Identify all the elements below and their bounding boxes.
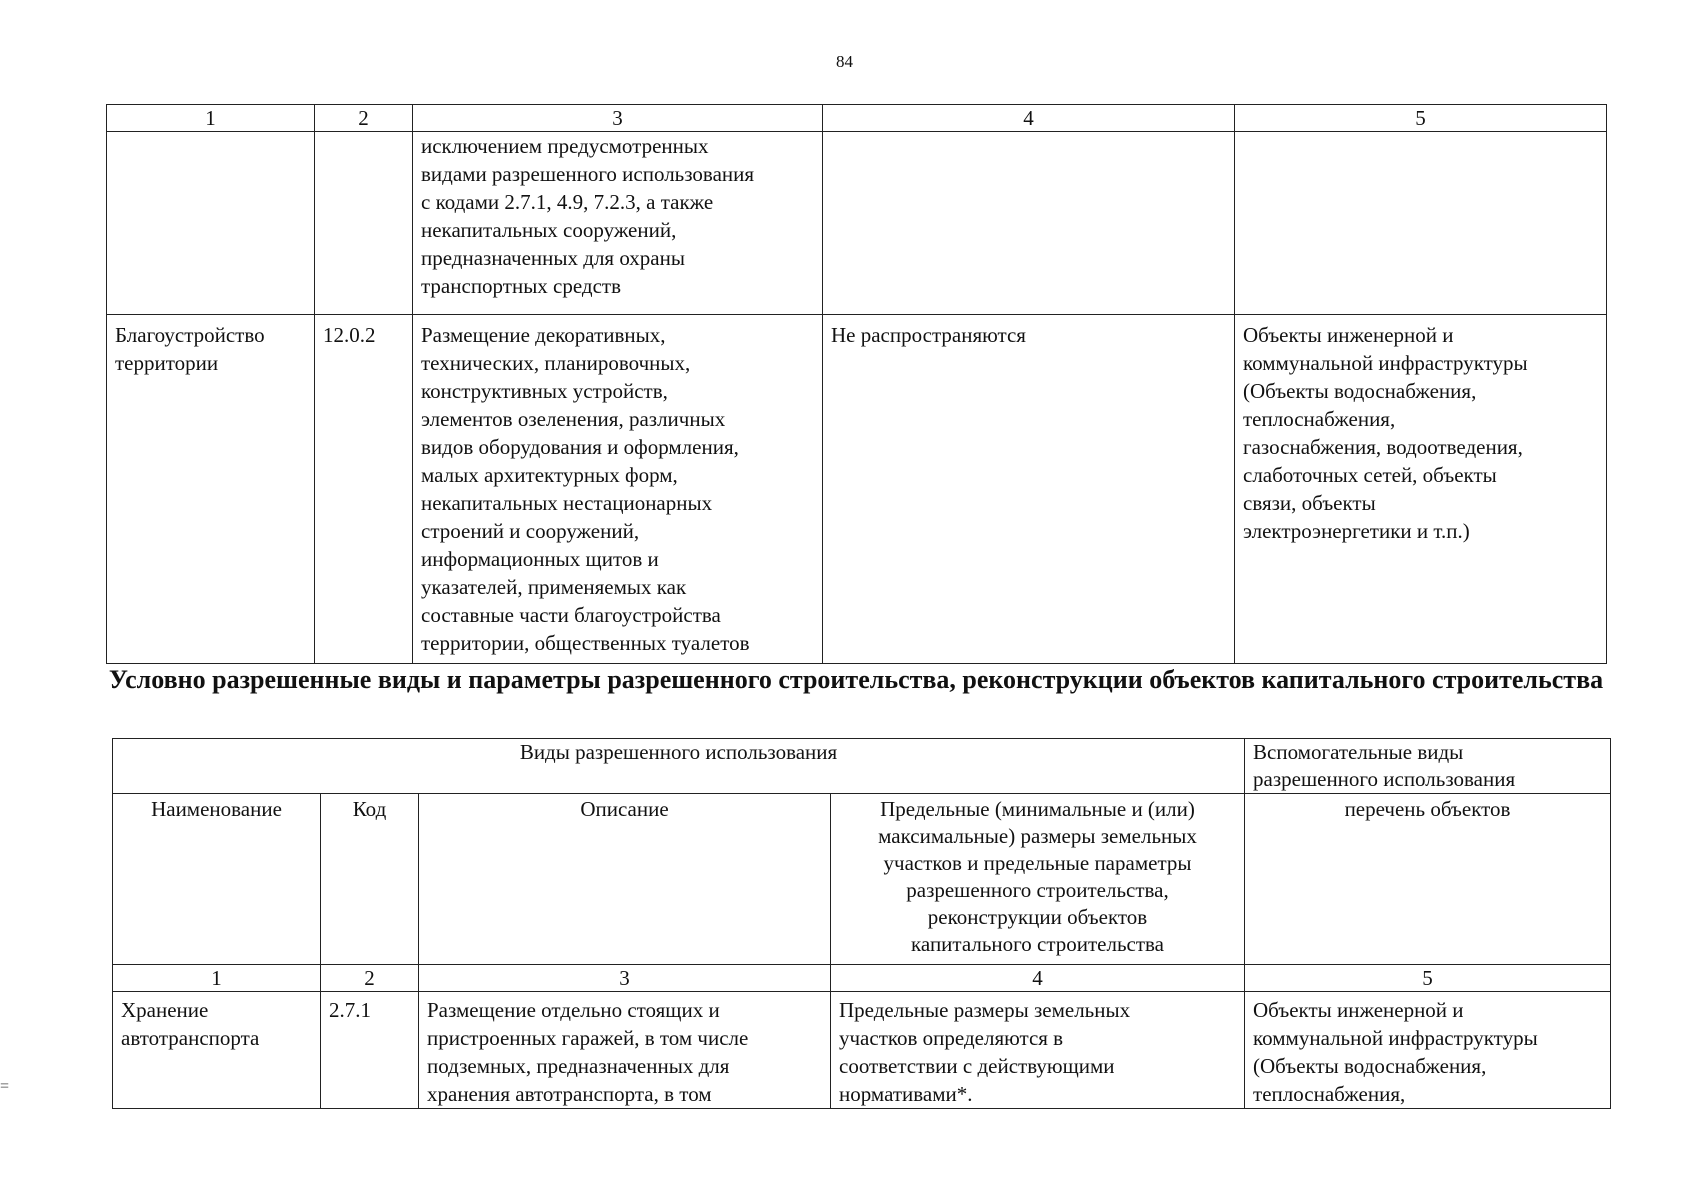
table-row — [107, 132, 1607, 315]
table-row — [113, 992, 1611, 1109]
column-number: 2 — [315, 105, 413, 132]
group-header-main: Виды разрешенного использования — [113, 739, 1245, 794]
group-header-row — [113, 739, 1611, 794]
params-cell: Предельные размеры земельных участков определяются в соответствии с действующими нормативами*. — [831, 992, 1245, 1109]
column-number: 1 — [107, 105, 315, 132]
bottom-table — [112, 738, 1611, 1109]
header-description: Описание — [419, 794, 831, 965]
code-cell — [315, 132, 413, 315]
page-number: 84 — [836, 52, 853, 71]
params-cell — [823, 132, 1235, 315]
top-table — [106, 104, 1607, 664]
code-cell: 12.0.2 — [315, 315, 413, 664]
column-number-row — [113, 965, 1611, 992]
column-number: 2 — [321, 965, 419, 992]
name-cell — [107, 132, 315, 315]
name-cell: Хранение автотранспорта — [113, 992, 321, 1109]
section-heading: Условно разрешенные виды и параметры разрешенного строительства, реконструкции объектов капитального строительства — [108, 665, 1604, 694]
header-params: Предельные (минимальные и (или) максимальные) размеры земельных участков и предельные параметры разрешенного строительства, реконструкции объектов капитального строительства — [831, 794, 1245, 965]
auxiliary-cell — [1235, 132, 1607, 315]
description-cell: Размещение декоративных, технических, планировочных, конструктивных устройств, элементов озеленения, различных видов оборудования и оформления, малых архитектурных форм, некапитальных нестационарных строений и сооружений, информационных щитов и указателей, применяемых как составные части благоустройства территории, общественных туалетов — [413, 315, 823, 664]
column-number-row — [107, 105, 1607, 132]
column-number: 3 — [413, 105, 823, 132]
column-number: 3 — [419, 965, 831, 992]
column-number: 4 — [831, 965, 1245, 992]
header-name: Наименование — [113, 794, 321, 965]
params-cell: Не распространяются — [823, 315, 1235, 664]
description-cell: Размещение отдельно стоящих и пристроенных гаражей, в том числе подземных, предназначенных для хранения автотранспорта, в том — [419, 992, 831, 1109]
group-header-aux: Вспомогательные виды разрешенного использования — [1245, 739, 1611, 794]
margin-mark: = — [0, 1078, 10, 1095]
column-number: 1 — [113, 965, 321, 992]
table-row — [107, 315, 1607, 664]
auxiliary-cell: Объекты инженерной и коммунальной инфраструктуры (Объекты водоснабжения, теплоснабжения, — [1245, 992, 1611, 1109]
header-code: Код — [321, 794, 419, 965]
column-number: 4 — [823, 105, 1235, 132]
description-cell: исключением предусмотренных видами разрешенного использования с кодами 2.7.1, 4.9, 7.2.3, а также некапитальных сооружений, предназначенных для охраны транспортных средств — [413, 132, 823, 315]
column-header-row — [113, 794, 1611, 965]
header-auxiliary: перечень объектов — [1245, 794, 1611, 965]
code-cell: 2.7.1 — [321, 992, 419, 1109]
column-number: 5 — [1245, 965, 1611, 992]
name-cell: Благоустройство территории — [107, 315, 315, 664]
auxiliary-cell: Объекты инженерной и коммунальной инфраструктуры (Объекты водоснабжения, теплоснабжения, газоснабжения, водоотведения, слаботочных сетей, объекты связи, объекты электроэнергетики и т.п.) — [1235, 315, 1607, 664]
column-number: 5 — [1235, 105, 1607, 132]
